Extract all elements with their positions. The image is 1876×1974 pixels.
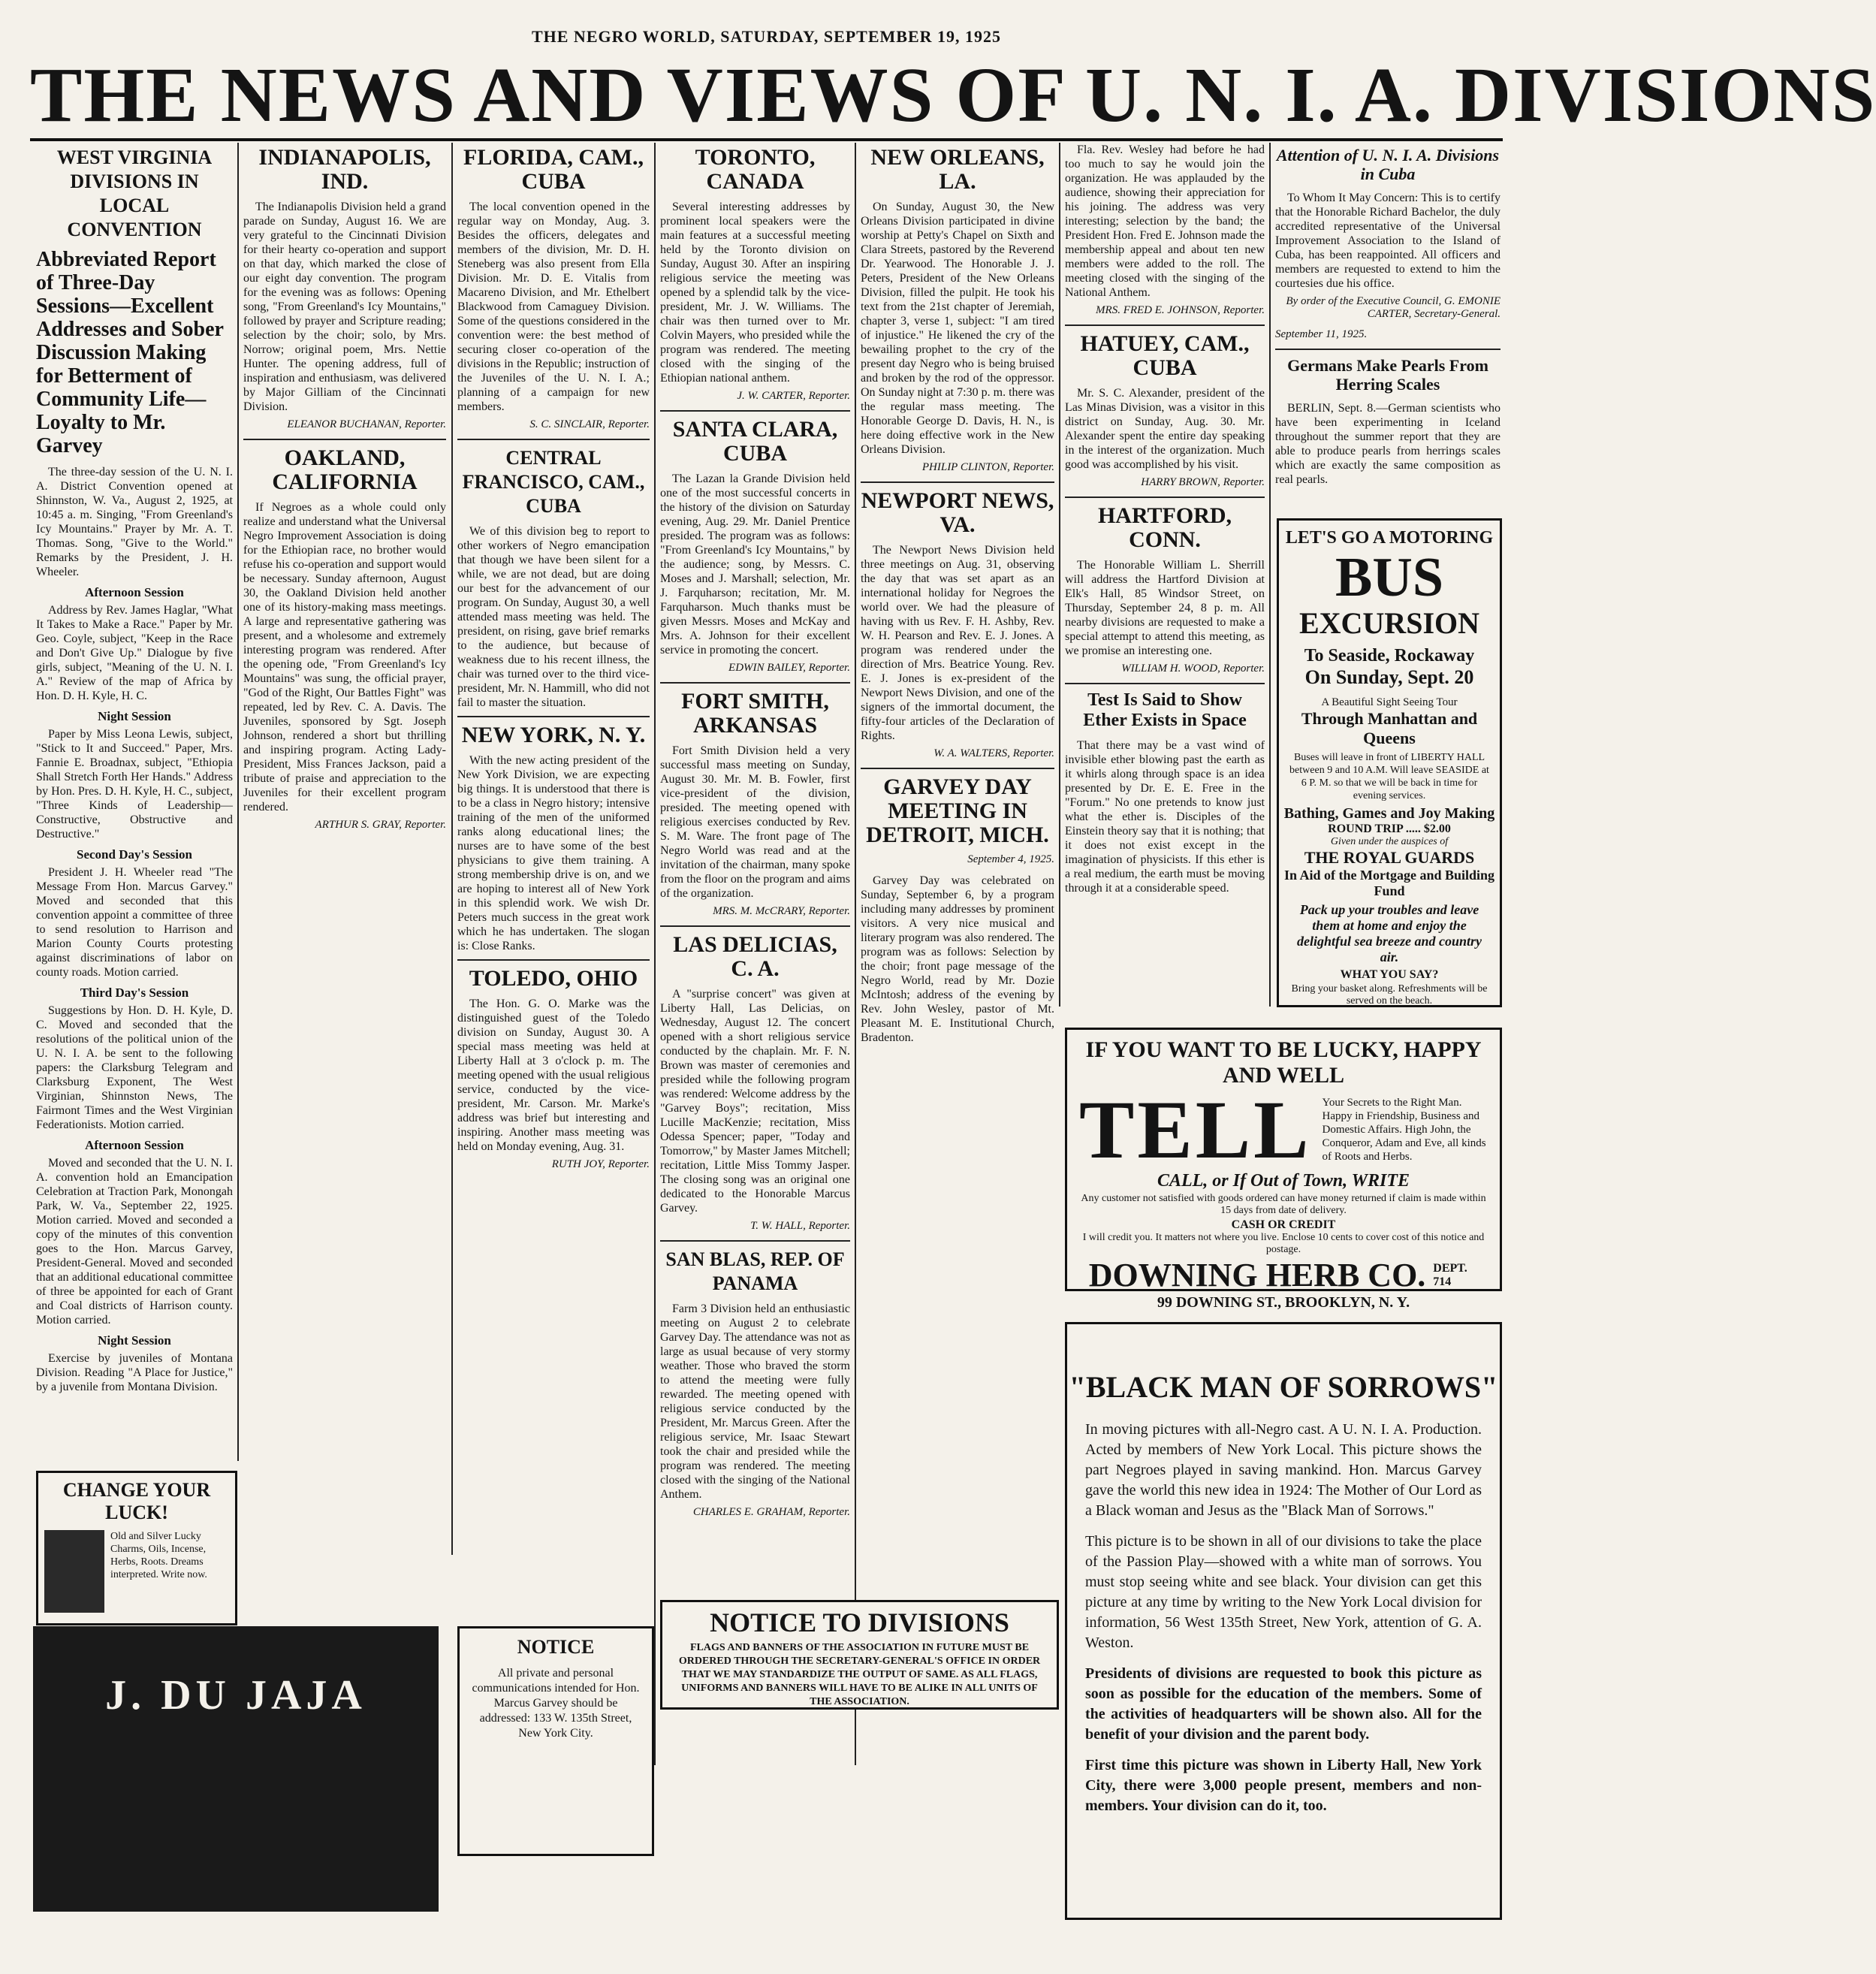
article-paragraph: Address by Rev. James Haglar, "What It Takes to Make a Race." Paper by Mr. Geo. Coyle, subject, "Keep in the Race and Don't Give Up." Dialogue by five girls, subject, "Meaning of the U. N. I. A." Review of the map of Africa by Hon. D. H. Kyle, H. C. — [36, 604, 233, 702]
article-paragraph: Garvey Day was celebrated on Sunday, September 6, by a program including many addresses by prominent visitors. A very nice musical and literary program was also rendered. The program was as follows: Selection by the choir; front page message of the Negro World, read by Mr. Dozie McIntosh; address of the evening by Rev. John Wesley, pastor of Mt. Pleasant M. E. Institutional Church, Bradenton. — [861, 874, 1054, 1044]
tell-address: 99 DOWNING ST., BROOKLYN, N. Y. — [1157, 1294, 1410, 1311]
bus-basket-note: Bring your basket along. Refreshments will be served on the beach. — [1291, 983, 1488, 1007]
ad-downing-herb — [1065, 1028, 1502, 1311]
ad-bus-excursion — [1277, 518, 1502, 1007]
column-west-virginia — [36, 143, 233, 1465]
sorrows-request: Presidents of divisions are requested to book this picture as soon as possible for the education of the members. Some of the activities of headquarters will be shown also. All for the benefit of your division and the parent body. — [1085, 1665, 1482, 1743]
column-attention-cuba — [1275, 143, 1500, 486]
tell-headline: IF YOU WANT TO BE LUCKY, HAPPY AND WELL — [1085, 1037, 1482, 1088]
article-paragraph: The Indianapolis Division held a grand parade on Sunday, August 16. We are very grateful to the Cincinnati Division for their hearty co-operation and support on that day, which marked the close of our eight day convention. The program for the evening was as follows: Opening song, "From Greenland's Icy Mountains," followed by prayer and Scripture reading; selection by the choir; solo, by Mrs. Norrow; original poem, Mrs. Nettie Hunter. The opening address, full of inspiration and enthusiasm, was delivered by Major Gilliam of the Cincinnati Division. — [243, 201, 446, 413]
headline-new-orleans: NEW ORLEANS, LA. — [870, 145, 1045, 194]
masthead: THE NEWS AND VIEWS OF U. N. I. A. DIVISIONS — [30, 52, 1876, 138]
reporter-name: ARTHUR S. GRAY, Reporter. — [315, 819, 446, 831]
headline-hartford: HARTFORD, CONN. — [1097, 503, 1232, 552]
bus-tour: A Beautiful Sight Seeing Tour — [1321, 696, 1458, 708]
reporter-name: J. W. CARTER, Reporter. — [737, 390, 850, 402]
session-heading: Afternoon Session — [85, 585, 184, 599]
article-paragraph: We of this division beg to report to other workers of Negro emancipation that though we have been silent for a while, we are not dead, but are doing our best for the advancement of our program. On Sunday, August 30, a well attended mass meeting was held. The president, on rising, gave brief remarks to the audience, but because of weakness due to his recent illness, the chair was turned over to the third vice-president, Mr. N. Hammill, who did not fail to master the situation. — [457, 525, 650, 709]
bus-title: BUS — [1335, 547, 1443, 608]
reporter-name: PHILIP CLINTON, Reporter. — [921, 461, 1054, 473]
notice-personal-communications — [457, 1626, 654, 1856]
tell-call: CALL, or If Out of Town, WRITE — [1157, 1171, 1410, 1191]
signature-block: By order of the Executive Council, G. EMONIE CARTER, Secretary-General. — [1286, 295, 1500, 320]
headline-central-francisco: CENTRAL FRANCISCO, CAM., CUBA — [462, 447, 645, 517]
headline-toronto: TORONTO, CANADA — [695, 145, 816, 194]
article-paragraph: Farm 3 Division held an enthusiastic meeting on August 2 to celebrate Garvey Day. The attendance was not as large as usual because of very stormy weather. Those who braved the storm to attend the meeting were fully rewarded. The meeting opened with religious service conducted by the President, Mr. Marcus Green. After the religious service, Mr. Isaac Stewart took the chair and presided while the program was rendered. The meeting closed with the singing of the National Anthem. — [660, 1302, 850, 1501]
reporter-name: RUTH JOY, Reporter. — [551, 1158, 650, 1170]
article-paragraph: The Hon. G. O. Marke was the distinguished guest of the Toledo division on Sunday, August 30. A special mass meeting was held at Liberty Hall at 3 o'clock p. m. The meeting opened with the usual religious service, conducted by the vice-president, Mr. Carson. Mr. Marke's address was brief but interesting and inspiring. Another mass meeting was held on Monday evening, Aug. 31. — [457, 998, 650, 1153]
article-rule — [660, 1240, 850, 1242]
notice-divisions-title: NOTICE TO DIVISIONS — [710, 1607, 1009, 1637]
article-rule — [1065, 497, 1265, 498]
article-rule — [243, 439, 446, 440]
session-heading: Third Day's Session — [80, 985, 189, 1000]
tell-title: TELL — [1079, 1084, 1312, 1176]
notice-to-divisions — [660, 1600, 1059, 1710]
sorrows-attendance: First time this picture was shown in Liberty Hall, New York City, there were 3,000 people present, members and non-members. Your division can do it, too. — [1085, 1757, 1482, 1814]
headline-west-virginia: WEST VIRGINIA DIVISIONS IN LOCAL CONVENTION — [56, 146, 213, 240]
reporter-name: W. A. WALTERS, Reporter. — [933, 747, 1054, 759]
article-paragraph: President J. H. Wheeler read "The Message From Hon. Marcus Garvey." Moved and seconded that this convention appoint a committee of three to send resolution to Harrison and Marion County Courts protesting against discriminations of labor on county roads. Motion carried. — [36, 866, 233, 979]
headline-newport-news: NEWPORT NEWS, VA. — [861, 488, 1054, 537]
headline-new-york: NEW YORK, N. Y. — [461, 723, 646, 747]
tell-body: Your Secrets to the Right Man. Happy in Friendship, Business and Domestic Affairs. High John, the Conqueror, Adam and Eve, all kinds of Roots and Herbs. — [1322, 1097, 1486, 1163]
bus-question: WHAT YOU SAY? — [1340, 968, 1439, 981]
article-paragraph: The local convention opened in the regular way on Monday, Aug. 3. Besides the officers, delegates and members of the division, Mr. D. H. Steneberg was also present from Ella Division. Mr. D. E. Vitalis from Macareno Division, and Mr. Ethelbert Blackwood from Camaguey Division. Some of the questions considered in the convention were: the best method of securing closer co-operation of the divisions in the Republic; instruction of the Juveniles of the U. N. I. A.; planning of a campaign for new members. — [457, 201, 650, 413]
article-paragraph: Fort Smith Division held a very successful mass meeting on Sunday, August 30. Mr. M. B. Fowler, first vice-president of the division, presided. The meeting opened with religious exercises conducted by Rev. S. M. Ware. The front page of The Negro World was read and at the invitation of the chairman, many spoke from the floor on the program and aims of the organization. — [660, 744, 850, 900]
reporter-name: EDWIN BAILEY, Reporter. — [728, 662, 850, 674]
article-paragraph: A "surprise concert" was given at Liberty Hall, Las Delicias, on Wednesday, August 12. The concert opened with a short religious service conducted by the chaplain. Mr. F. N. Brown was master of ceremonies and presided while the following program was rendered: Welcome address by the "Garvey Boys"; recitation, Miss Lucille MacKenzie; recitation, Miss Odessa Spencer; paper, "Today and Tomorrow," by Master James Mitchell; recitation, Little Miss Tommy Jasper. The closing song was an original one dedicated to the Honorable Marcus Garvey. — [660, 988, 850, 1215]
article-paragraph: Fla. Rev. Wesley had before he had too much to say he would join the organization. He was applauded by the audience, showing their appreciation for his joining. The address was very interesting; selection by the band; the President Hon. Fred E. Johnson made the membership appeal and about ten new members were added to the roll. The meeting closed with the singing of the National Anthem. — [1065, 143, 1265, 299]
article-rule — [457, 716, 650, 717]
article-paragraph: To Whom It May Concern: This is to certify that the Honorable Richard Bachelor, the duly accredited representative of the Universal Improvement Association to the Island of Cuba, has been reappointed. All officers and members are requested to extend to him the courtesies due his office. — [1275, 192, 1500, 290]
bus-activities: Bathing, Games and Joy Making — [1283, 805, 1495, 822]
bus-auspices: Given under the auspices of — [1330, 836, 1449, 847]
article-paragraph: Mr. S. C. Alexander, president of the Las Minas Division, was a visitor in this district on Sunday, Aug. 30. Mr. Alexander spent the entire day speaking in the interest of the organization. Much good was accomplished by his visit. — [1065, 387, 1265, 471]
column-divider — [855, 143, 856, 1765]
article-rule — [457, 959, 650, 961]
article-rule — [1065, 324, 1265, 326]
article-rule — [861, 768, 1054, 769]
headline-herring-pearls: Germans Make Pearls From Herring Scales — [1287, 356, 1488, 394]
article-paragraph: Moved and seconded that the U. N. I. A. convention hold an Emancipation Celebration at Traction Park, Monongah Park, W. Va., September 22, 1925. Motion carried. Moved and seconded a copy of the minutes of this convention goes to the Hon. Marcus Garvey, President-General. Moved and seconded that an additional educational committee of three be appointed for each of Grant and Coal districts of Harrison county. Motion carried. — [36, 1157, 233, 1327]
ad-luck-title: CHANGE YOUR LUCK! — [62, 1479, 211, 1523]
tell-company: DOWNING HERB CO. — [1088, 1257, 1426, 1293]
bus-destination: To Seaside, Rockaway — [1304, 646, 1475, 666]
article-paragraph: On Sunday, August 30, the New Orleans Division participated in divine worship at Petty's Chapel on Sixth and Clara Streets, pastored by the Reverend Dr. Yearwood. The Honorable J. J. Peters, President of the New Orleans Division, filled the pulpit. He took his text from the 21st chapter of Jeremiah, chapter 3, verse 1, subject: "I am tired of injustice." He likened the cry of the bewailing prophet to the cry of the present day Negro who is being bruised and broken by the rod of the oppressor. On Sunday night at 7:30 p. m. there was the regular mass meeting. The Honorable George D. Davis, H. N., is here doing effective work in the New Orleans Division. — [861, 201, 1054, 456]
tell-dept: DEPT. 714 — [1433, 1261, 1467, 1288]
article-paragraph: Exercise by juveniles of Montana Division. Reading "A Place for Justice," by a juvenile from Montana Division. — [36, 1352, 233, 1393]
bus-slogan: Pack up your troubles and leave them at home and enjoy the delightful sea breeze and country air. — [1297, 902, 1482, 964]
column-divider — [1269, 143, 1271, 1007]
session-heading: Second Day's Session — [77, 847, 192, 862]
reporter-name: ELEANOR BUCHANAN, Reporter. — [287, 418, 446, 430]
bus-tagline: LET'S GO A MOTORING — [1285, 528, 1494, 548]
column-indianapolis-oakland — [243, 143, 446, 1619]
column-divider — [237, 143, 239, 1461]
dateline: THE NEGRO WORLD, SATURDAY, SEPTEMBER 19, 1925 — [531, 27, 1002, 46]
bus-price: ROUND TRIP ..... $2.00 — [1328, 822, 1451, 835]
reporter-name: MRS. M. McCRARY, Reporter. — [713, 905, 850, 917]
headline-florida-cuba: FLORIDA, CAM., CUBA — [463, 145, 644, 194]
dateline-cuba: September 11, 1925. — [1275, 328, 1368, 340]
ad-luck-body: Old and Silver Lucky Charms, Oils, Incense, Herbs, Roots. Dreams interpreted. Write now. — [110, 1531, 207, 1580]
article-paragraph: The Newport News Division held three meetings on Aug. 31, observing the day that was set apart as an international holiday for Negroes the world over. We had the pleasure of having with us Rev. F. H. Ashby, Rev. W. H. Pearson and Rev. E. J. Jones. A program was rendered under the direction of Mrs. Beatrice Young. Rev. E. J. Jones is ex-president of the Newport News Division, and one of the signers of the immortal document, the fifty-four articles of the Declaration of Rights. — [861, 544, 1054, 742]
tell-credit: I will credit you. It matters not where you live. Enclose 10 cents to cover cost of this notice and postage. — [1082, 1232, 1485, 1255]
notice-title: NOTICE — [517, 1636, 595, 1658]
article-paragraph: With the new acting president of the New York Division, we are expecting big things. It is understood that there is to be a class in Negro history; intensive training of the men of the uniformed ranks along educational lines; the nurses are to have some of the best physicians to give them training. A strong membership drive is on, and we are hoping to interest all of New York in this splendid work. We wish Dr. Peters much success in the great work which he has undertaken. The slogan is: Close Ranks. — [457, 754, 650, 952]
reporter-name: T. W. HALL, Reporter. — [750, 1220, 850, 1232]
headline-las-delicias: LAS DELICIAS, C. A. — [673, 932, 837, 981]
column-divider — [451, 143, 453, 1555]
article-rule — [861, 481, 1054, 483]
column-cuba-newyork-toledo — [457, 143, 650, 1619]
bus-route: Through Manhattan and Queens — [1301, 709, 1478, 747]
headline-oakland: OAKLAND, CALIFORNIA — [272, 445, 418, 494]
headline-santa-clara: SANTA CLARA, CUBA — [672, 417, 838, 466]
notice-divisions-body: FLAGS AND BANNERS OF THE ASSOCIATION IN FUTURE MUST BE ORDERED THROUGH THE SECRETARY-GENERAL'S OFFICE IN ORDER THAT WE MAY STANDARDIZE THE OUTPUT OF SAME. AS ALL FLAGS, UNIFORMS AND BANNERS WILL HAVE TO BE ALIKE IN ALL UNITS OF THE ASSOCIATION. — [678, 1642, 1041, 1707]
column-new-orleans-detroit — [861, 143, 1054, 1592]
sorrows-booking: This picture is to be shown in all of our divisions to take the place of the Passion Play—showed with a white man of sorrows. You must stop seeing white and see black. Your division can get this picture at any time by writing to the New York Local division for information, 56 West 135th Street, New York, attention of G. A. Weston. — [1085, 1533, 1482, 1651]
article-paragraph: The Honorable William L. Sherrill will address the Hartford Division at Elk's Hall, 85 Windsor Street, on Thursday, September 24, 8 p. m. All nearby divisions are requested to make a special attempt to attend this meeting, as we promise an interesting one. — [1065, 559, 1265, 657]
portrait-image — [44, 1530, 104, 1613]
headline-attention-cuba: Attention of U. N. I. A. Divisions in Cuba — [1276, 146, 1500, 183]
column-hatuey-hartford — [1065, 143, 1265, 1007]
bus-sponsor: THE ROYAL GUARDS — [1304, 848, 1475, 867]
headline-fort-smith: FORT SMITH, ARKANSAS — [681, 689, 829, 738]
article-rule — [1065, 683, 1265, 684]
ad-du-jaja-title: J. DU JAJA — [105, 1672, 366, 1719]
headline-toledo: TOLEDO, OHIO — [469, 966, 638, 991]
article-rule — [660, 925, 850, 927]
article-paragraph: The three-day session of the U. N. I. A. District Convention opened at Shinnston, W. Va., August 2, 1925, at 10:45 a. m. Singing, "From Greenland's Icy Mountains." Prayer by Mr. A. T. Thomas. Song, "Give to the World." Remarks by the President, J. H. Wheeler. — [36, 466, 233, 578]
article-paragraph: Suggestions by Hon. D. H. Kyle, D. C. Moved and seconded that the resolutions of the political union of the U. N. I. A. be sent to the following papers: the Clarksburg Telegram and Clarksburg Exponent, The West Virginian, Shinnston News, The Fairmont Times and the West Virginian Federationists. Motion carried. — [36, 1004, 233, 1131]
column-toronto-panama — [660, 143, 850, 1585]
reporter-name: MRS. FRED E. JOHNSON, Reporter. — [1096, 304, 1265, 316]
bus-excursion: EXCURSION — [1298, 606, 1480, 640]
article-rule — [660, 682, 850, 684]
article-rule — [1275, 349, 1500, 350]
subhead-west-virginia: Abbreviated Report of Three-Day Sessions—Excellent Addresses and Sober Discussion Making for Betterment of Community Life—Loyalty to Mr. Garvey — [36, 248, 224, 457]
article-paragraph: Paper by Miss Leona Lewis, subject, "Stick to It and Succeed." Paper, Mrs. Fannie E. Broadnax, subject, "Ethiopia Shall Stretch Forth Her Hands." Address by Hon. Pres. D. H. Kyle, H. C., subject, "Three Kinds of Leadership—Constructive, Obstructive and Destructive." — [36, 728, 233, 841]
bus-cause: In Aid of the Mortgage and Building Fund — [1283, 868, 1495, 898]
sorrows-title: "BLACK MAN OF SORROWS" — [1069, 1370, 1498, 1404]
article-paragraph: BERLIN, Sept. 8.—German scientists who have been experimenting in Iceland throughout the summer report that they are able to produce pearls from herrings scales which are exactly the same composition as real pearls. — [1275, 402, 1500, 486]
ad-black-man-of-sorrows — [1065, 1322, 1502, 1920]
tell-guarantee: Any customer not satisfied with goods ordered can have money returned if claim is made within 15 days from date of delivery. — [1081, 1193, 1486, 1216]
article-paragraph: If Negroes as a whole could only realize and understand what the Universal Negro Improvement Association is doing for the Ethiopian race, no brother would refuse his co-operation and support would be necessary. Sunday afternoon, August 30, the Oakland Division held another one of its history-making mass meetings. A large and representative gathering was present, and a wholesome and extremely interesting program was rendered. After the opening ode, "From Greenland's Icy Mountains" was sung, the official prayer, "God of the Right, Our Battles Fight" was repeated, led by Rev. C. A. Davis. The Juveniles, sponsored by Sgt. Joseph Johnson, rendered a short but thrilling and inspiring program. Acting Lady-President, Miss Frances Jackson, paid a tribute of praise and appreciation to the Juveniles for their excellent program rendered. — [243, 501, 446, 813]
article-rule — [660, 410, 850, 412]
headline-san-blas: SAN BLAS, REP. OF PANAMA — [665, 1248, 845, 1294]
session-heading: Night Session — [98, 1333, 171, 1348]
reporter-name: CHARLES E. GRAHAM, Reporter. — [692, 1506, 850, 1518]
bus-date: On Sunday, Sept. 20 — [1304, 666, 1474, 688]
ad-du-jaja — [33, 1626, 439, 1912]
reporter-name: HARRY BROWN, Reporter. — [1141, 476, 1265, 488]
sorrows-intro: In moving pictures with all-Negro cast. A U. N. I. A. Production. Acted by members of New York Local. This picture shows the part Negroes played in saving mankind. Hon. Marcus Garvey gave the world this new idea in 1924: The Mother of Our Lord as a Black woman and Jesus as the "Black Man of Sorrows." — [1085, 1421, 1482, 1519]
reporter-name: WILLIAM H. WOOD, Reporter. — [1121, 663, 1265, 675]
column-divider — [654, 143, 656, 1765]
headline-hatuey: HATUEY, CAM., CUBA — [1080, 331, 1250, 380]
article-rule — [457, 439, 650, 440]
article-paragraph: That there may be a vast wind of invisible ether blowing past the earth as it whirls along through space is an idea presented by Dr. E. E. Free in the "Forum." No one pretends to know just what the ether is. Disciples of the Einstein theory say that it is nothing; that it does not exist except in the imagination of physicists. If this ether is a real medium, the earth must be moving through it at a considerable speed. — [1065, 739, 1265, 895]
reporter-name: S. C. SINCLAIR, Reporter. — [529, 418, 650, 430]
masthead-rule — [30, 138, 1503, 141]
headline-detroit: GARVEY DAY MEETING IN DETROIT, MICH. — [866, 774, 1049, 847]
headline-ether: Test Is Said to Show Ether Exists in Space — [1083, 690, 1247, 730]
tell-cash: CASH OR CREDIT — [1231, 1218, 1336, 1231]
headline-indianapolis: INDIANAPOLIS, IND. — [258, 145, 431, 194]
session-heading: Afternoon Session — [85, 1138, 184, 1152]
dateline-detroit: September 4, 1925. — [967, 853, 1054, 865]
ad-change-your-luck — [36, 1471, 237, 1625]
bus-details: Buses will leave in front of LIBERTY HALL between 9 and 10 A.M. Will leave SEASIDE at 6 P. M. so that we will be back in time for evening services. — [1289, 752, 1489, 801]
column-divider — [1059, 143, 1060, 1007]
article-paragraph: The Lazan la Grande Division held one of the most successful concerts in the history of the division on Saturday evening, Aug. 29. Mr. Daniel Prentice presided. The program was as follows: "From Greenland's Icy Mountains," by the audience; song, by Messrs. C. Moses and J. Marshall; selection, Mr. J. Farquharson; recitation, Mr. M. Farquharson. Much thanks must be given Messrs. Moses and McKay and Mrs. A. Johnson for their excellent service in promoting the concert. — [660, 472, 850, 656]
article-paragraph: Several interesting addresses by prominent local speakers were the main features at a successful meeting held by the Toronto division on Sunday, August 30. After an inspiring religious service the meeting was opened by a splendid talk by the vice-president, Mr. J. W. Williams. The chair was then turned over to Mr. Colvin Mayers, who presided while the program was rendered. The meeting closed with the singing of the Ethiopian national anthem. — [660, 201, 850, 385]
notice-body: All private and personal communications intended for Hon. Marcus Garvey should be addressed: 133 W. 135th Street, New York City. — [472, 1667, 640, 1740]
session-heading: Night Session — [98, 709, 171, 723]
